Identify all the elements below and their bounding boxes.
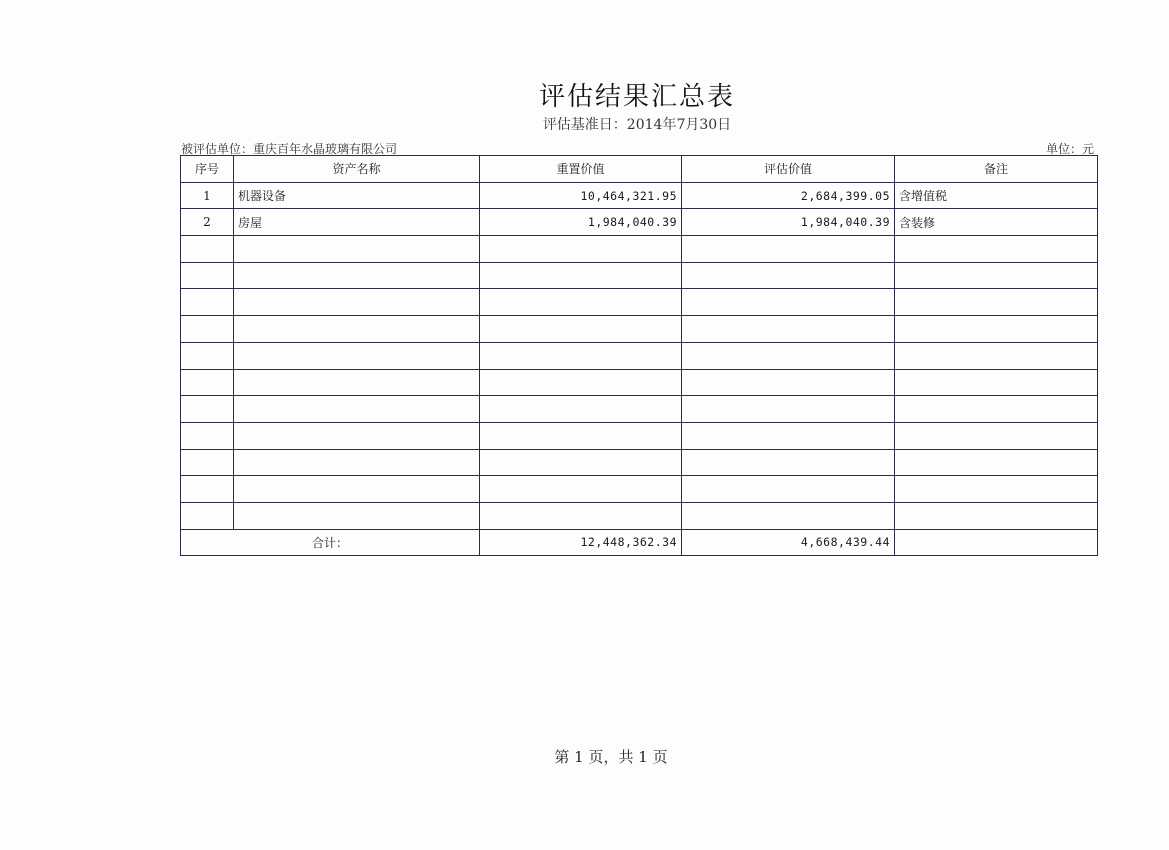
cell-appraised-value [682, 476, 895, 503]
cell-seq [181, 476, 234, 503]
cell-appraised-value [682, 422, 895, 449]
cell-replacement-value [480, 316, 682, 343]
currency-unit: 单位：元 [1045, 142, 1094, 156]
cell-asset-name [234, 289, 480, 316]
cell-appraised-value: 2,684,399.05 [682, 182, 895, 209]
header-asset-name: 资产名称 [234, 156, 480, 183]
table-row [181, 316, 1098, 343]
total-remarks [895, 529, 1098, 556]
table-row [181, 396, 1098, 423]
cell-remarks: 含装修 [895, 209, 1098, 236]
table-row [181, 182, 1098, 209]
table-row [181, 262, 1098, 289]
table-row [181, 449, 1098, 476]
table-row [181, 369, 1098, 396]
cell-remarks [895, 289, 1098, 316]
cell-replacement-value [480, 236, 682, 263]
cell-seq: 1 [181, 182, 234, 209]
cell-replacement-value [480, 369, 682, 396]
document-title: 评估结果汇总表 [538, 82, 735, 112]
base-date: 评估基准日：2014年7月30日 [542, 117, 732, 133]
cell-asset-name [234, 262, 480, 289]
cell-asset-name [234, 449, 480, 476]
cell-appraised-value [682, 449, 895, 476]
cell-seq: 2 [181, 209, 234, 236]
page-indicator: 第 1 页，共 1 页 [554, 748, 668, 766]
cell-replacement-value [480, 262, 682, 289]
cell-appraised-value [682, 369, 895, 396]
evaluated-unit: 被评估单位：重庆百年水晶玻璃有限公司 [181, 142, 398, 156]
cell-seq [181, 449, 234, 476]
cell-replacement-value [480, 502, 682, 529]
cell-replacement-value: 1,984,040.39 [480, 209, 682, 236]
cell-seq [181, 422, 234, 449]
table-row [181, 236, 1098, 263]
cell-remarks [895, 342, 1098, 369]
cell-appraised-value [682, 342, 895, 369]
cell-replacement-value [480, 422, 682, 449]
cell-asset-name [234, 476, 480, 503]
summary-table [180, 155, 1098, 556]
table-row [181, 342, 1098, 369]
cell-remarks [895, 502, 1098, 529]
cell-remarks: 含增值税 [895, 182, 1098, 209]
cell-remarks [895, 236, 1098, 263]
cell-appraised-value [682, 262, 895, 289]
cell-remarks [895, 396, 1098, 423]
cell-remarks [895, 476, 1098, 503]
cell-asset-name: 房屋 [234, 209, 480, 236]
cell-seq [181, 342, 234, 369]
cell-asset-name [234, 502, 480, 529]
header-replacement-value: 重置价值 [480, 156, 682, 183]
cell-replacement-value [480, 449, 682, 476]
cell-appraised-value: 1,984,040.39 [682, 209, 895, 236]
cell-seq [181, 502, 234, 529]
cell-replacement-value [480, 476, 682, 503]
cell-seq [181, 369, 234, 396]
cell-asset-name [234, 396, 480, 423]
cell-asset-name [234, 342, 480, 369]
cell-appraised-value [682, 289, 895, 316]
cell-replacement-value: 10,464,321.95 [480, 182, 682, 209]
cell-asset-name [234, 236, 480, 263]
table-row [181, 476, 1098, 503]
cell-asset-name [234, 422, 480, 449]
cell-replacement-value [480, 396, 682, 423]
table-body [181, 182, 1098, 529]
header-remarks: 备注 [895, 156, 1098, 183]
cell-seq [181, 289, 234, 316]
cell-replacement-value [480, 289, 682, 316]
cell-seq [181, 316, 234, 343]
cell-appraised-value [682, 316, 895, 343]
total-replacement-value: 12,448,362.34 [480, 529, 682, 556]
cell-remarks [895, 369, 1098, 396]
header-row [181, 156, 1098, 183]
table-row [181, 422, 1098, 449]
header-seq: 序号 [181, 156, 234, 183]
cell-seq [181, 396, 234, 423]
cell-appraised-value [682, 396, 895, 423]
table-row [181, 289, 1098, 316]
table-row [181, 209, 1098, 236]
cell-remarks [895, 316, 1098, 343]
cell-remarks [895, 422, 1098, 449]
cell-asset-name [234, 316, 480, 343]
cell-asset-name: 机器设备 [234, 182, 480, 209]
total-label: 合计： [181, 529, 480, 556]
total-row [181, 529, 1098, 556]
cell-replacement-value [480, 342, 682, 369]
cell-asset-name [234, 369, 480, 396]
cell-seq [181, 262, 234, 289]
cell-remarks [895, 449, 1098, 476]
table-row [181, 502, 1098, 529]
cell-appraised-value [682, 236, 895, 263]
cell-seq [181, 236, 234, 263]
cell-remarks [895, 262, 1098, 289]
total-appraised-value: 4,668,439.44 [682, 529, 895, 556]
header-appraised-value: 评估价值 [682, 156, 895, 183]
cell-appraised-value [682, 502, 895, 529]
